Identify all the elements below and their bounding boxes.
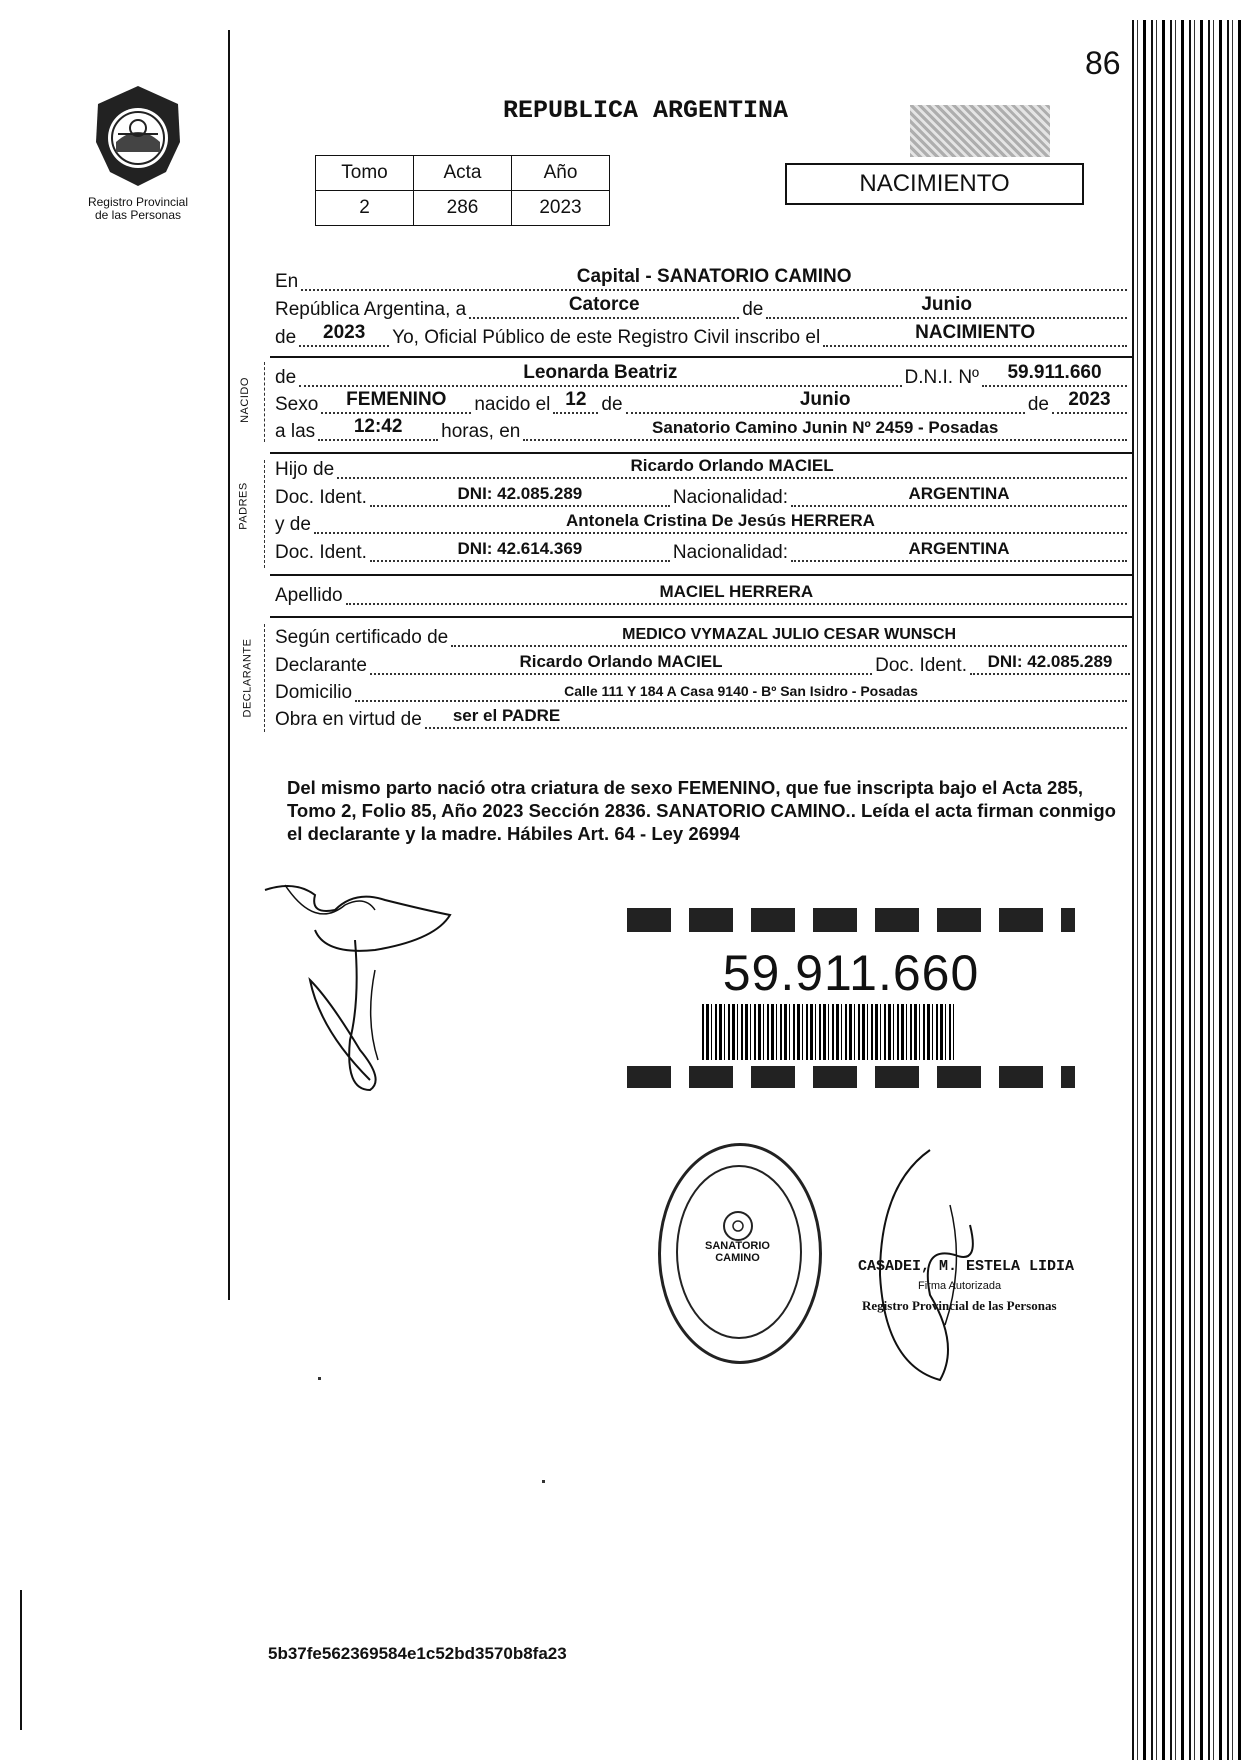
obra-label: Obra en virtud de [275,709,422,730]
dom-label: Domicilio [275,682,353,703]
alas-label: a las [275,421,316,442]
stamp-emblem [720,1208,756,1244]
security-band-bottom [627,1066,1075,1088]
decl-doc-label: Doc. Ident. [875,655,967,676]
birth-month: Junio [799,389,851,410]
document-hash: 5b37fe562369584e1c52bd3570b8fa23 [268,1644,567,1663]
declarant-doc: DNI: 42.085.289 [987,652,1113,671]
father-name: Ricardo Orlando MACIEL [630,456,834,475]
cert-label: Según certificado de [275,627,449,648]
row-mother-doc [275,539,1130,567]
mother-doc-label: Doc. Ident. [275,542,367,563]
record-type: NACIMIENTO [859,170,1010,197]
republica-label: República Argentina, a [275,299,467,320]
declarante-label: DECLARANTE [241,638,254,718]
father-doc: DNI: 42.085.289 [457,484,583,503]
declarante-bracket [264,624,266,732]
horas-label: horas, en [441,421,521,442]
logo-caption [60,196,216,222]
yde-label: y de [275,514,311,535]
en-label: En [275,271,299,292]
volume-table [315,155,610,226]
tomo-value: 2 [316,191,414,226]
padres-bracket [264,460,266,568]
row-surname [275,582,1130,610]
nacido-bracket [264,362,266,442]
official-name: CASADEI, M. ESTELA LIDIA [858,1258,1075,1275]
anio-value: 2023 [512,191,610,226]
birth-time: 12:42 [353,416,403,437]
nacido-el-label: nacido el [474,394,551,415]
sexo-label: Sexo [275,394,319,415]
address-value: Calle 111 Y 184 A Casa 9140 - Bº San Isidro - Posadas [564,683,918,699]
year-value: 2023 [323,322,366,343]
place-value: Capital - SANATORIO CAMINO [576,266,852,287]
speck [542,1480,545,1483]
barcode-number: 59.911.660 [722,945,980,1001]
birth-day: 12 [565,389,587,410]
row-time [275,418,1130,446]
declarant-name: Ricardo Orlando MACIEL [519,652,723,671]
birth-de-label2: de [1027,394,1049,415]
acta-header: Acta [414,156,512,191]
province-logo [88,82,188,190]
mother-name: Antonela Cristina De Jesús HERRERA [566,511,875,530]
record-type-box [785,163,1084,205]
birth-year: 2023 [1068,389,1111,410]
year-prefix: de [275,327,297,348]
mother-nac-label: Nacionalidad: [672,542,789,563]
anio-header: Año [512,156,610,191]
child-name: Leonarda Beatriz [523,362,678,383]
father-nac-label: Nacionalidad: [672,487,789,508]
nacido-label: NACIDO [238,377,251,423]
capacity-value: ser el PADRE [452,706,561,725]
mother-signature [300,940,420,1100]
left-margin-rule [228,30,230,1300]
nacido-de-label: de [275,367,297,388]
page-number: 86 [1085,45,1121,81]
child-dni: 59.911.660 [1007,362,1102,383]
sexo-value: FEMENINO [346,389,447,410]
decl-label: Declarante [275,655,367,676]
scan-edge [1132,20,1243,1760]
birth-de-label: de [601,394,623,415]
father-nationality: ARGENTINA [908,484,1010,503]
row-capacity [275,706,1130,734]
father-doc-label: Doc. Ident. [275,487,367,508]
security-band-top [627,908,1075,932]
barcode [702,1004,954,1060]
mother-doc: DNI: 42.614.369 [457,539,583,558]
logo-caption-line2: de las Personas [94,208,182,222]
tomo-header: Tomo [316,156,414,191]
bottom-margin-mark [20,1590,22,1730]
mother-nationality: ARGENTINA [908,539,1010,558]
birth-place: Sanatorio Camino Junin Nº 2459 - Posadas [652,418,999,437]
official-title: Firma Autorizada [918,1280,1002,1292]
event-value: NACIMIENTO [915,322,1036,343]
day-words: Catorce [568,294,640,315]
official-office: Registro Provincial de las Personas [862,1298,1057,1313]
speck [318,1377,321,1380]
dni-label: D.N.I. Nº [904,367,979,388]
observations-text: Del mismo parto nació otra criatura de sexo FEMENINO, que fue inscripta bajo el Acta 285, Tomo 2, Folio 85, Año 2023 Sección 2836. SANATORIO CAMINO.. Leída el acta firman conmigo el declarante y la madre. Hábiles Art. 64 - Ley 26994 [287,777,1116,844]
surname-value: MACIEL HERRERA [659,582,814,601]
country-title: REPUBLICA ARGENTINA [503,96,789,125]
row-event [275,324,1130,352]
cert-value: MEDICO VYMAZAL JULIO CESAR WUNSCH [622,626,957,643]
de-label: de [742,299,764,320]
padres-label: PADRES [237,482,250,530]
stamp-inner-text: SANATORIO CAMINO [705,1240,770,1264]
security-hologram [910,105,1050,157]
acta-value: 286 [414,191,512,226]
apellido-label: Apellido [275,585,343,606]
hijo-label: Hijo de [275,459,335,480]
month-value: Junio [921,294,972,315]
inscribo-text: Yo, Oficial Público de este Registro Civil inscribo el [392,327,821,348]
logo-caption-line1: Registro Provincial [87,195,189,209]
